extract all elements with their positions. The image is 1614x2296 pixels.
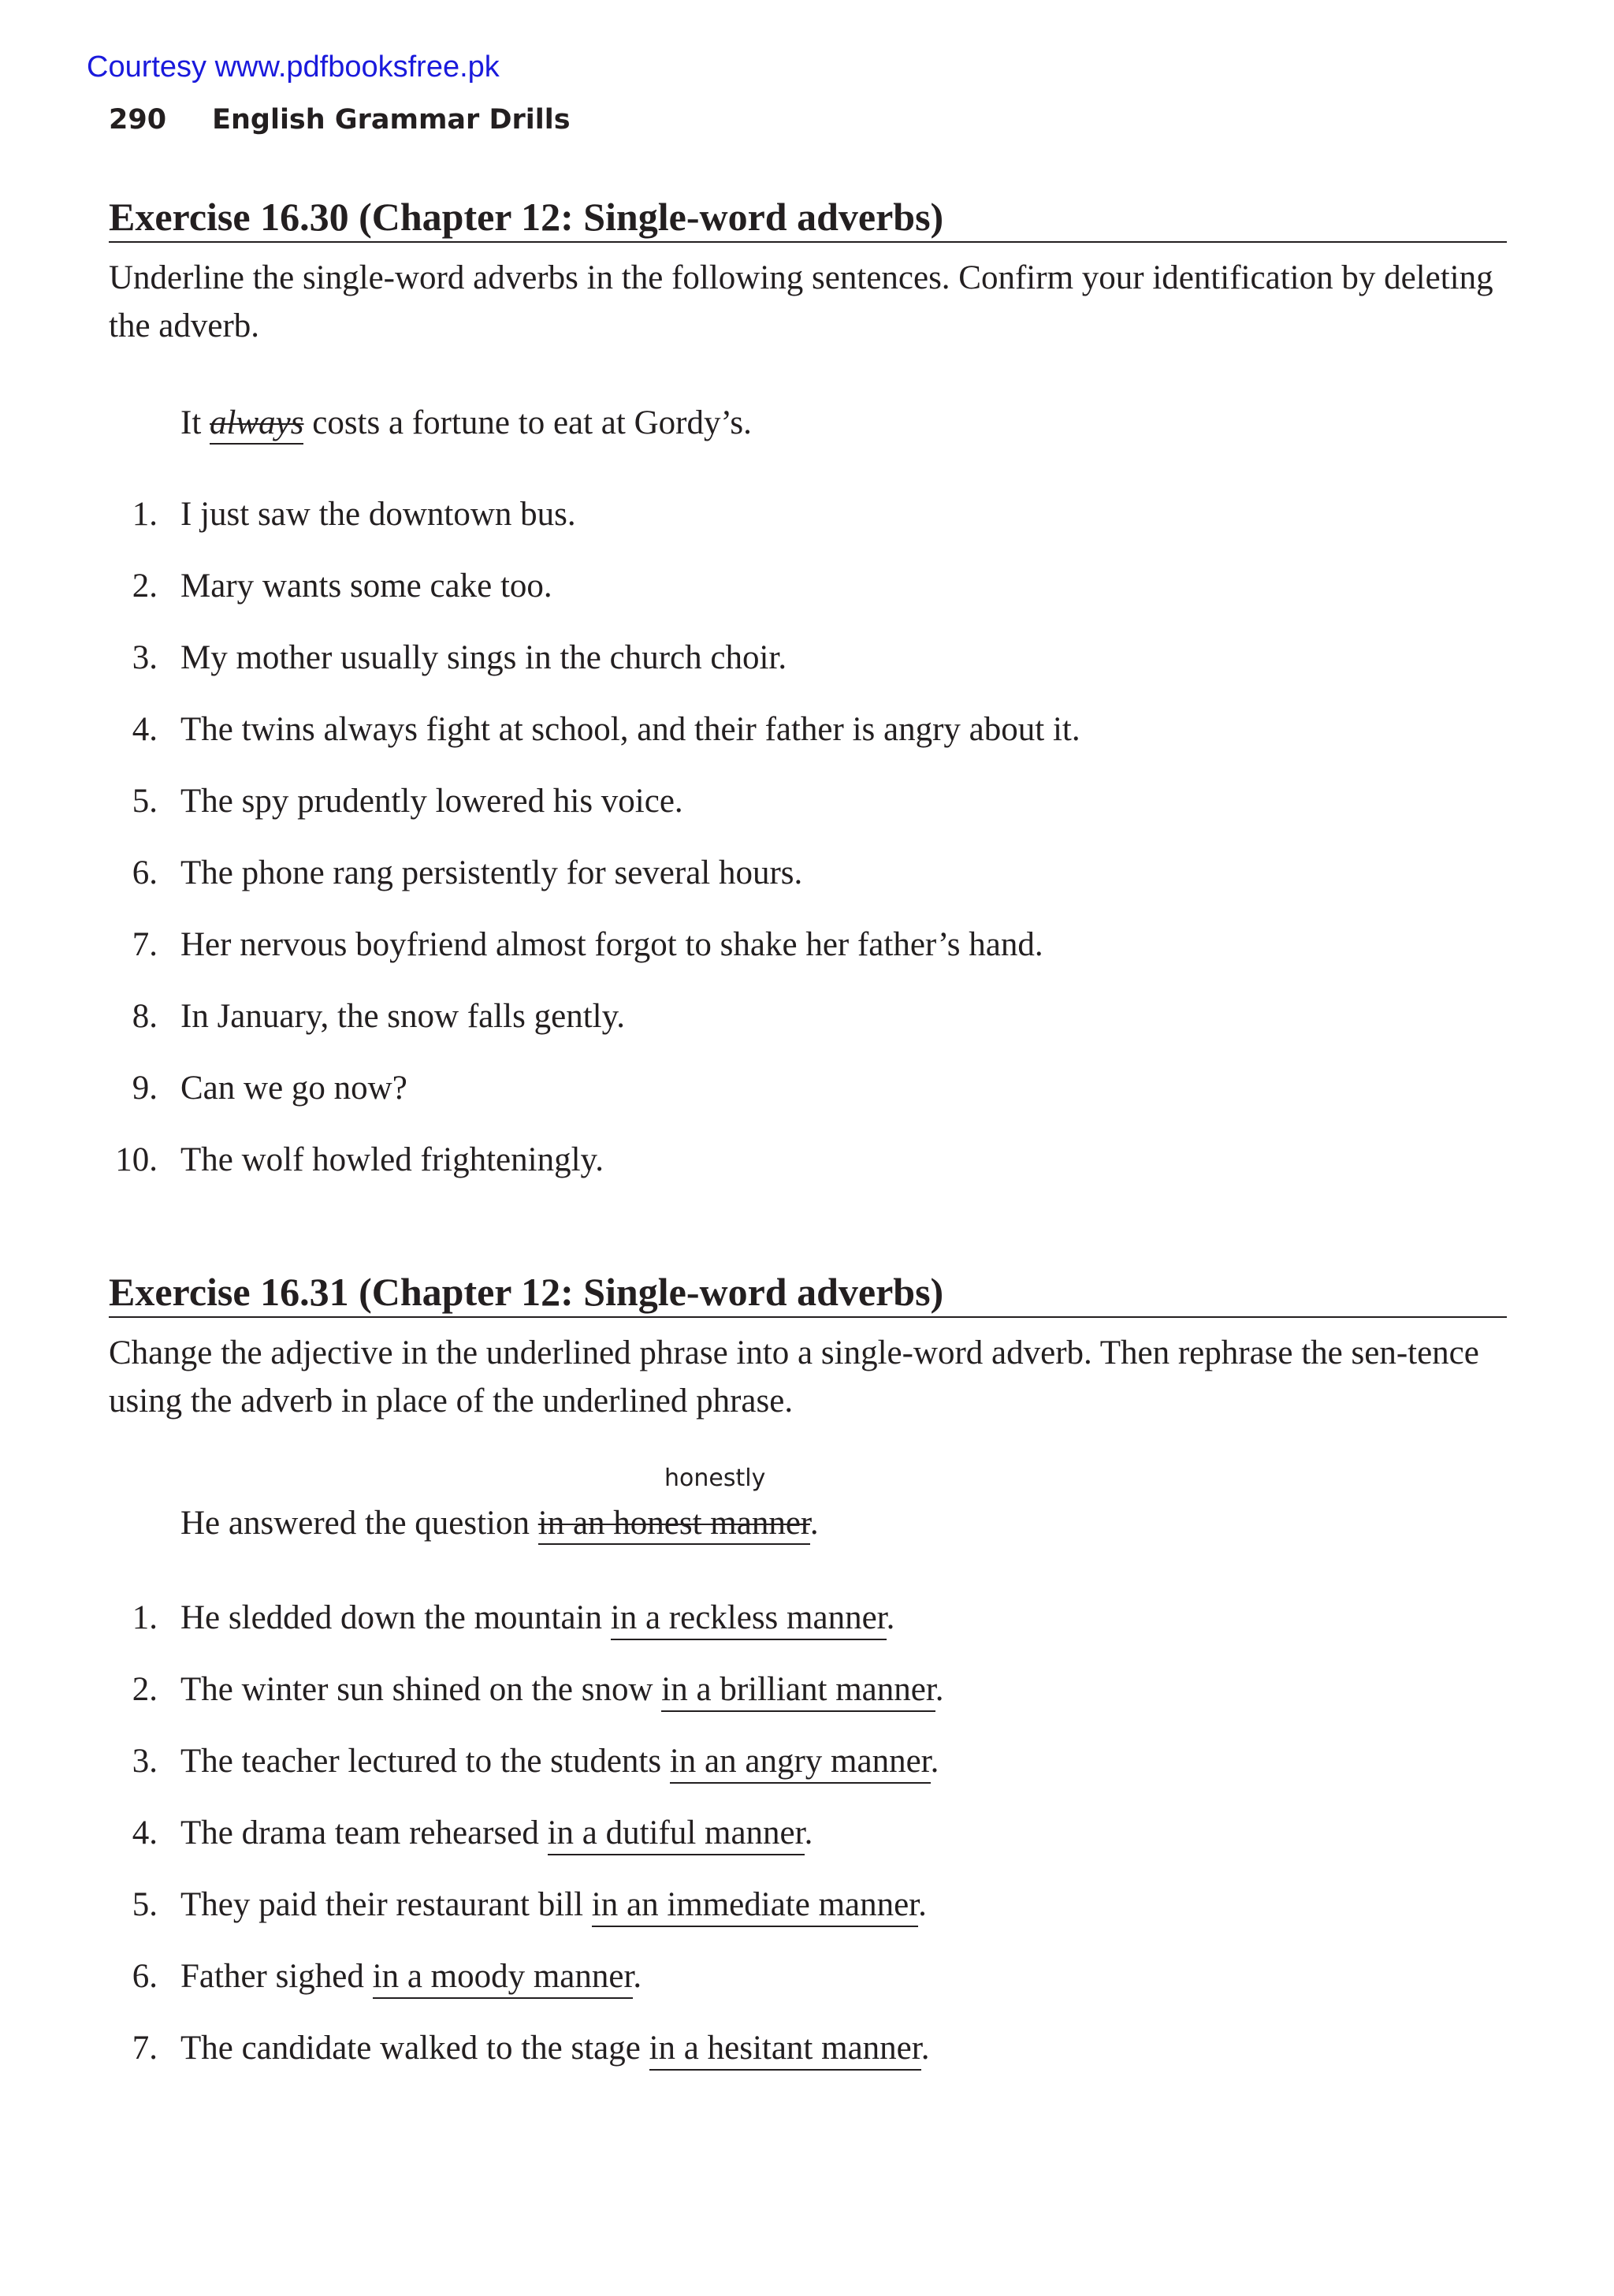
item-number: 6. <box>132 854 158 891</box>
underlined-phrase: in a brilliant manner <box>661 1671 935 1712</box>
item-text <box>180 997 625 1036</box>
item-text <box>180 1957 642 1996</box>
item-text <box>180 782 683 821</box>
underlined-phrase: in a reckless manner <box>611 1599 887 1640</box>
item-sentence: He sledded down the mountain <box>180 1599 611 1636</box>
exercise-title: Exercise 16.31 (Chapter 12: Single-word adverbs) <box>109 1267 1507 1318</box>
underlined-phrase: in a dutiful manner <box>548 1814 805 1855</box>
example-before: It <box>180 404 210 441</box>
item-sentence: The spy prudently lowered his voice. <box>180 783 683 820</box>
example-after: . <box>809 1505 819 1542</box>
example-sentence <box>180 1504 819 1542</box>
underlined-phrase: in an angry manner <box>670 1743 931 1784</box>
item-number: 4. <box>132 1814 158 1851</box>
item-text <box>180 567 552 605</box>
exercise-instructions: Change the adjective in the underlined phrase into a single-word adverb. Then rephrase the sen-tence using the adverb in place of the underlined phrase. <box>109 1334 1479 1420</box>
item-text <box>180 1670 944 1709</box>
item-text <box>180 1814 813 1852</box>
exercise-instructions: Underline the single-word adverbs in the following sentences. Confirm your identification by deleting the adverb. <box>109 259 1493 344</box>
item-number: 4. <box>132 711 158 748</box>
item-text <box>180 854 802 892</box>
item-sentence: They paid their restaurant bill <box>180 1886 592 1923</box>
item-number: 1. <box>132 496 158 533</box>
item-number: 3. <box>132 1743 158 1780</box>
exercise-title: Exercise 16.30 (Chapter 12: Single-word adverbs) <box>109 192 1507 243</box>
item-number: 3. <box>132 639 158 676</box>
book-title: English Grammar Drills <box>212 104 571 136</box>
item-end-punctuation: . <box>886 1599 895 1636</box>
item-sentence: The winter sun shined on the snow <box>180 1671 662 1708</box>
item-sentence: Can we go now? <box>180 1070 407 1107</box>
item-number: 1. <box>132 1599 158 1636</box>
item-sentence: My mother usually sings in the church choir. <box>180 639 787 676</box>
item-sentence: Father sighed <box>180 1958 373 1995</box>
item-text <box>180 2029 929 2067</box>
item-end-punctuation: . <box>633 1958 642 1995</box>
example-struck-phrase: in an honest manner <box>538 1505 810 1545</box>
item-sentence: In January, the snow falls gently. <box>180 998 626 1035</box>
item-sentence: Her nervous boyfriend almost forgot to shake her father’s hand. <box>180 926 1043 963</box>
item-text <box>180 1141 604 1179</box>
underlined-phrase: in a hesitant manner <box>649 2030 921 2071</box>
item-number: 5. <box>132 783 158 820</box>
example-after: costs a fortune to eat at Gordy’s. <box>303 404 752 441</box>
item-end-punctuation: . <box>918 1886 927 1923</box>
item-number: 5. <box>132 1886 158 1923</box>
item-number: 8. <box>132 998 158 1035</box>
item-sentence: The drama team rehearsed <box>180 1814 548 1851</box>
item-number: 7. <box>132 2030 158 2067</box>
item-sentence: The phone rang persistently for several hours. <box>180 854 803 891</box>
page-number: 290 <box>109 104 167 136</box>
item-number: 7. <box>132 926 158 963</box>
example-before: He answered the question <box>180 1505 538 1542</box>
example-sentence <box>180 404 752 442</box>
item-number: 2. <box>132 1671 158 1708</box>
item-sentence: I just saw the downtown bus. <box>180 496 576 533</box>
item-text <box>180 1885 927 1924</box>
running-head <box>109 104 571 136</box>
courtesy-watermark: Courtesy www.pdfbooksfree.pk <box>87 50 500 84</box>
example-answer: honestly <box>664 1464 766 1492</box>
item-sentence: The twins always fight at school, and their father is angry about it. <box>180 711 1080 748</box>
item-number: 10. <box>115 1141 158 1178</box>
item-text <box>180 1598 894 1637</box>
item-end-punctuation: . <box>920 2030 930 2067</box>
item-text <box>180 638 787 677</box>
underlined-phrase: in a moody manner <box>373 1958 634 1999</box>
item-number: 9. <box>132 1070 158 1107</box>
item-number: 2. <box>132 567 158 605</box>
underlined-phrase: in an immediate manner <box>592 1886 918 1927</box>
example-struck-adverb: always <box>210 404 303 445</box>
item-sentence: The teacher lectured to the students <box>180 1743 670 1780</box>
item-text <box>180 710 1080 749</box>
item-sentence: The wolf howled frighteningly. <box>180 1141 604 1178</box>
item-sentence: Mary wants some cake too. <box>180 567 552 605</box>
item-text <box>180 495 576 534</box>
item-end-punctuation: . <box>935 1671 944 1708</box>
item-text <box>180 925 1043 964</box>
item-end-punctuation: . <box>804 1814 813 1851</box>
item-text <box>180 1742 939 1781</box>
item-sentence: The candidate walked to the stage <box>180 2030 649 2067</box>
item-end-punctuation: . <box>930 1743 939 1780</box>
item-number: 6. <box>132 1958 158 1995</box>
item-text <box>180 1069 407 1107</box>
